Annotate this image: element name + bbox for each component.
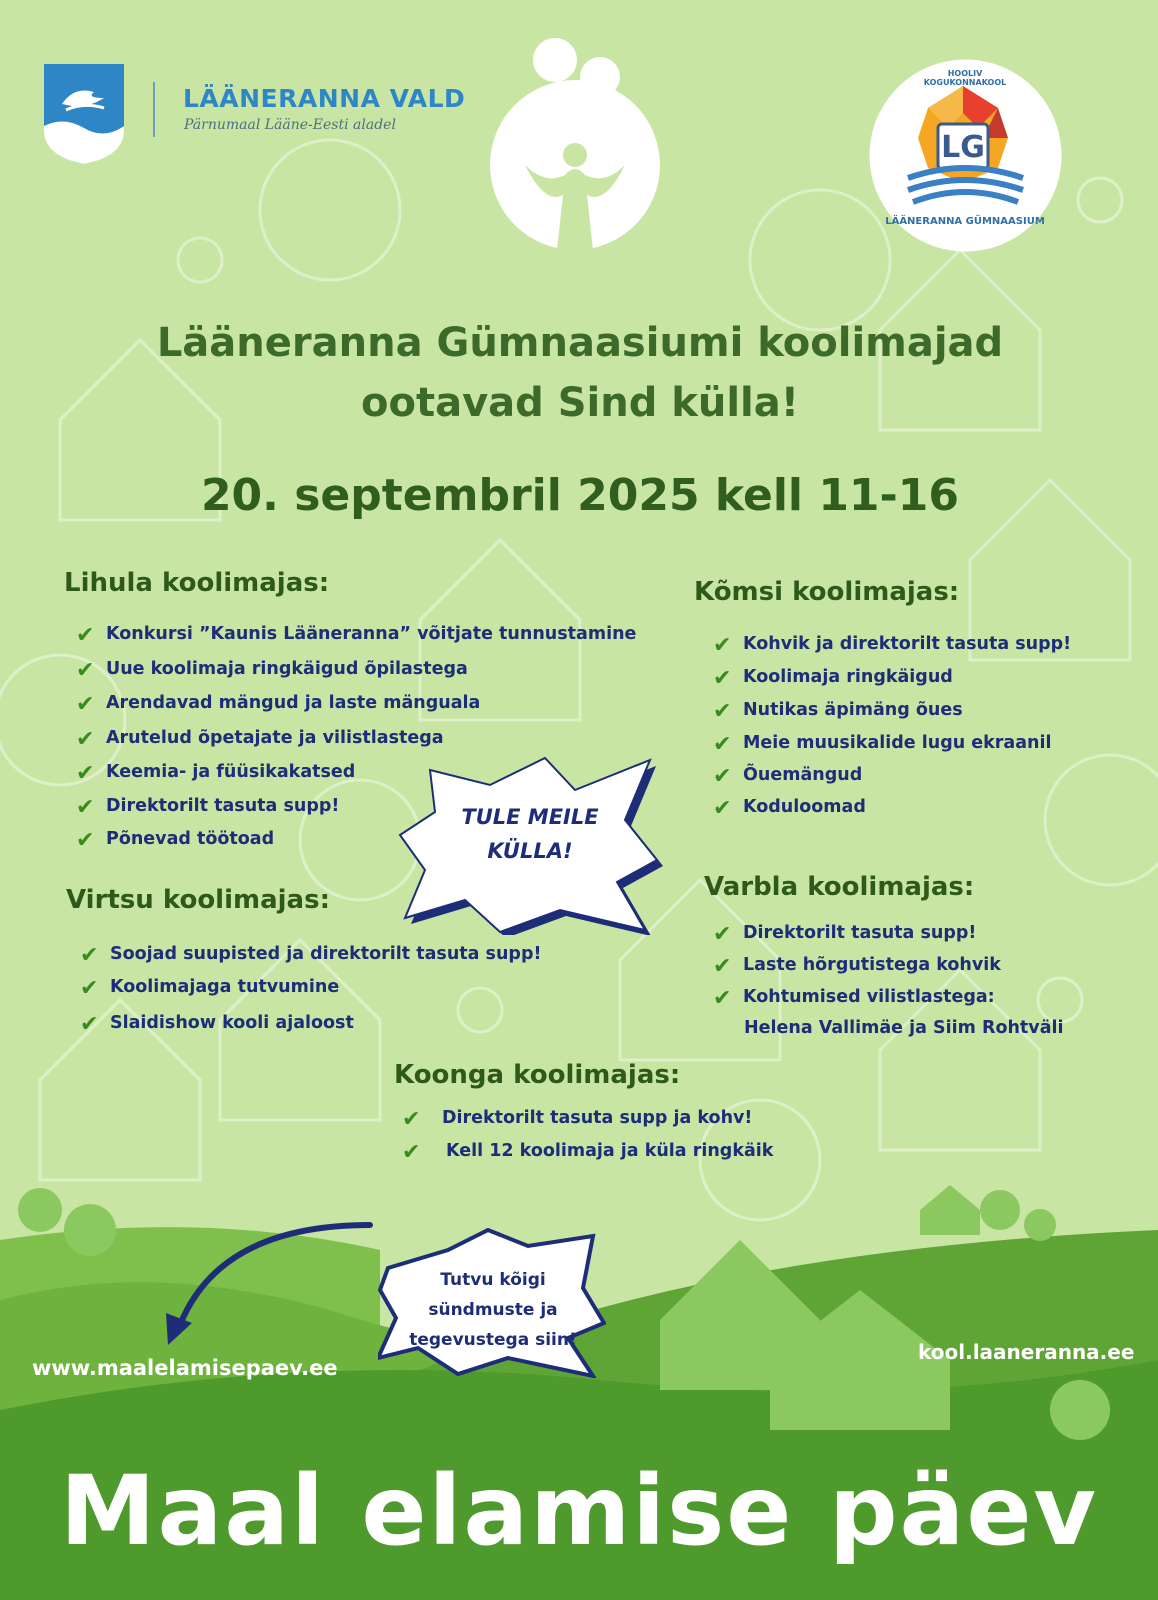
school-url-link[interactable]: kool.laaneranna.ee: [918, 1340, 1135, 1364]
check-icon: ✔: [713, 986, 732, 1011]
list-item: [76, 659, 636, 693]
list-item: [713, 987, 1001, 1017]
list-item-text: Keemia- ja füüsikakatsed: [106, 762, 356, 782]
list-item: [713, 667, 1071, 700]
lihula-title: Lihula koolimajas:: [64, 568, 330, 598]
list-item-text: Kohtumised vilistlastega:: [743, 987, 995, 1007]
check-icon: ✔: [76, 727, 95, 752]
list-item-text: Arendavad mängud ja laste mänguala: [106, 693, 481, 713]
list-item: [80, 944, 541, 977]
check-icon: ✔: [713, 732, 732, 757]
check-icon: ✔: [80, 1012, 99, 1037]
burst-main-line2: KÜLLA!: [487, 839, 573, 863]
event-url-link[interactable]: www.maalelamisepaev.ee: [32, 1356, 338, 1380]
burst-main-line1: TULE MEILE: [461, 805, 599, 829]
school-logo-top-text: HOOLIV KOGUKONNAKOOL: [923, 69, 1007, 87]
list-item-text: Koolimajaga tutvumine: [110, 977, 340, 997]
headline-line2: ootavad Sind külla!: [361, 380, 799, 426]
event-title: Maal elamise päev: [59, 1455, 1098, 1567]
list-item-text: Uue koolimaja ringkäigud õpilastega: [106, 659, 468, 679]
check-icon: ✔: [76, 658, 95, 683]
list-item: [76, 624, 636, 659]
list-item: [76, 693, 636, 728]
check-icon: ✔: [76, 795, 95, 820]
headline-line1: Lääneranna Gümnaasiumi koolimajad: [156, 320, 1004, 366]
list-item-text: Direktorilt tasuta supp ja kohv!: [442, 1108, 753, 1128]
list-item: [713, 923, 1001, 955]
list-item-text: Konkursi ”Kaunis Lääneranna” võitjate tunnustamine: [106, 624, 637, 644]
varbla-title: Varbla koolimajas:: [704, 872, 975, 902]
burst-small-line3: tegevustega siin!: [409, 1330, 577, 1350]
school-logo-monogram: LG: [941, 130, 985, 165]
list-item: [713, 634, 1071, 667]
list-item-text: Slaidishow kooli ajaloost: [110, 1013, 354, 1033]
check-icon: ✔: [713, 633, 732, 658]
list-item: [713, 700, 1071, 733]
check-icon: ✔: [402, 1107, 421, 1132]
list-item-text: Soojad suupisted ja direktorilt tasuta supp!: [110, 944, 542, 964]
municipality-tagline: Pärnumaal Lääne-Eesti aladel: [184, 117, 396, 133]
virtsu-list: [80, 944, 541, 1046]
check-icon: ✔: [713, 764, 732, 789]
burst-main-text: [430, 800, 630, 868]
check-icon: ✔: [76, 692, 95, 717]
list-item-text: Põnevad töötoad: [106, 829, 275, 849]
komsi-list: [713, 634, 1071, 829]
list-item: [713, 955, 1001, 987]
check-icon: ✔: [76, 828, 95, 853]
koonga-title: Koonga koolimajas:: [394, 1060, 681, 1090]
list-item-text: Koduloomad: [743, 797, 866, 817]
municipality-name: LÄÄNERANNA VALD: [183, 84, 466, 113]
family-tree-icon: [475, 35, 675, 250]
list-item: [713, 733, 1071, 765]
list-item-text: Arutelud õpetajate ja vilistlastega: [106, 728, 444, 748]
check-icon: ✔: [713, 699, 732, 724]
list-item-text: Kell 12 koolimaja ja küla ringkäik: [446, 1141, 774, 1161]
check-icon: ✔: [80, 976, 99, 1001]
logo-divider: [153, 82, 155, 137]
list-item-text: Direktorilt tasuta supp!: [743, 923, 977, 943]
curved-arrow-icon: [160, 1215, 380, 1355]
list-item-text: Meie muusikalide lugu ekraanil: [743, 733, 1052, 753]
list-item: [402, 1141, 773, 1174]
event-date: 20. septembril 2025 kell 11-16: [200, 470, 960, 521]
check-icon: ✔: [713, 666, 732, 691]
varbla-list: [713, 923, 1001, 1017]
check-icon: ✔: [713, 796, 732, 821]
komsi-title: Kõmsi koolimajas:: [694, 577, 960, 607]
list-item: [80, 1013, 541, 1046]
headline: [60, 313, 1100, 433]
list-item-text: Koolimaja ringkäigud: [743, 667, 953, 687]
coat-of-arms-icon: [44, 64, 124, 164]
check-icon: ✔: [713, 954, 732, 979]
varbla-extra-line: Helena Vallimäe ja Siim Rohtväli: [744, 1018, 1064, 1038]
check-icon: ✔: [402, 1140, 421, 1165]
list-item-text: Direktorilt tasuta supp!: [106, 796, 340, 816]
list-item-text: Nutikas äpimäng õues: [743, 700, 963, 720]
list-item: [402, 1108, 773, 1141]
school-logo-bottom-text: LÄÄNERANNA GÜMNAASIUM: [885, 216, 1045, 227]
burst-small-line2: sündmuste ja: [428, 1300, 558, 1320]
list-item: [80, 977, 541, 1013]
list-item-text: Õuemängud: [743, 765, 863, 785]
check-icon: ✔: [80, 943, 99, 968]
koonga-list: [402, 1108, 773, 1174]
list-item: [713, 797, 1071, 829]
list-item-text: Kohvik ja direktorilt tasuta supp!: [743, 634, 1072, 654]
burst-small-text: [403, 1265, 583, 1355]
virtsu-title: Virtsu koolimajas:: [66, 885, 330, 915]
burst-small-line1: Tutvu kõigi: [440, 1270, 546, 1290]
check-icon: ✔: [713, 922, 732, 947]
list-item-text: Laste hõrgutistega kohvik: [743, 955, 1001, 975]
check-icon: ✔: [76, 623, 95, 648]
list-item: [713, 765, 1071, 797]
check-icon: ✔: [76, 761, 95, 786]
